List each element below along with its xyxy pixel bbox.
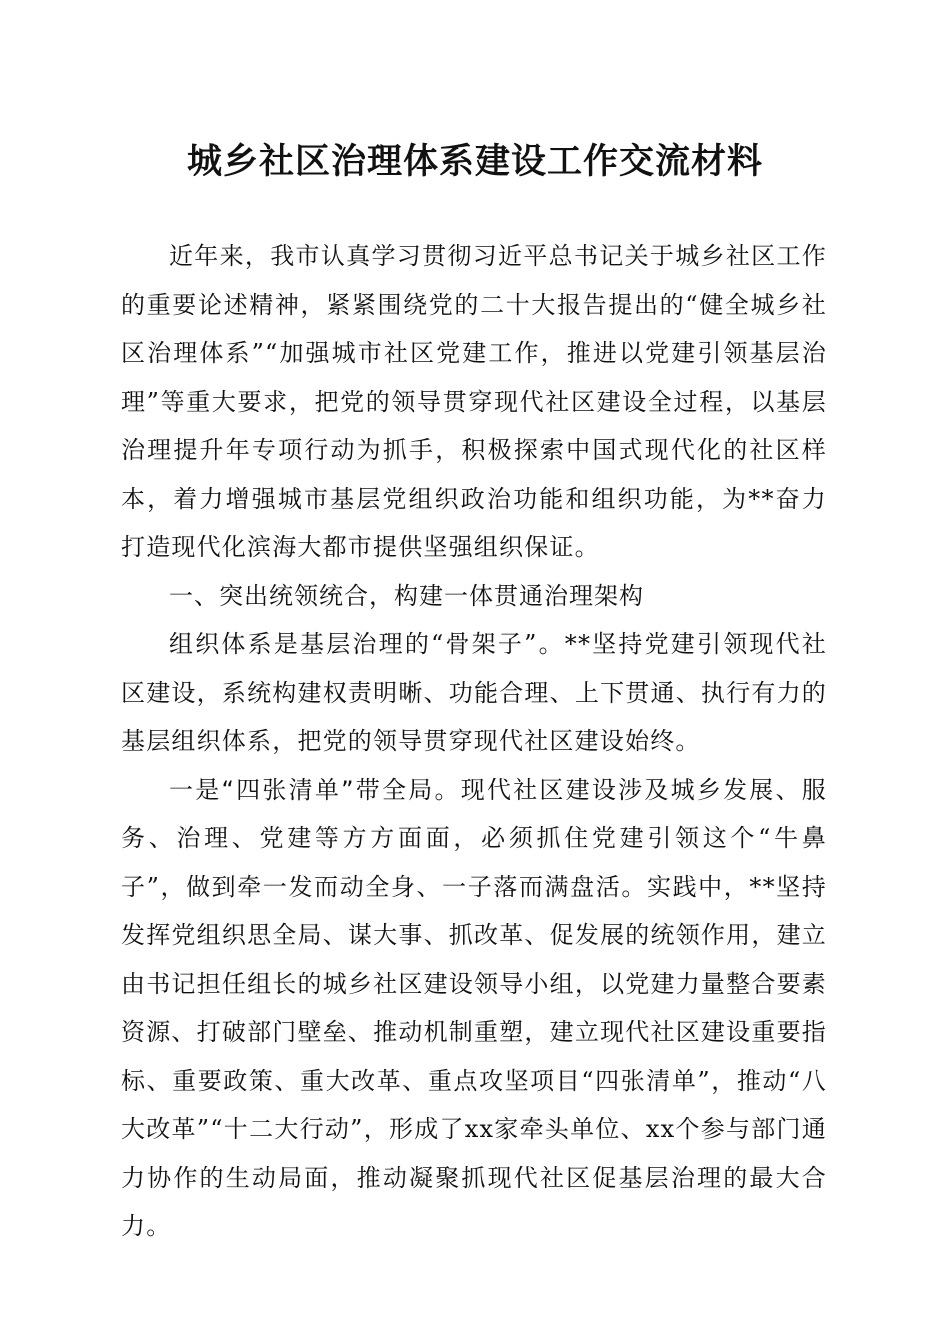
- document-body: [121, 232, 827, 1251]
- point-lead-text: 一是“四张清单”带全局。: [169, 775, 461, 804]
- point-paragraph: [121, 766, 827, 1251]
- section-heading: 一、突出统领统合，构建一体贯通治理架构: [169, 581, 644, 610]
- point-body-text: 现代社区建设涉及城乡发展、服务、治理、党建等方方面面，必须抓住党建引领这个“牛鼻子”，做到牵一发而动全身、一子落而满盘活。实践中，**坚持发挥党组织思全局、谋大事、抓改革、促发展的统领作用，建立由书记担任组长的城乡社区建设领导小组，以党建力量整合要素资源、打破部门壁垒、推动机制重塑，建立现代社区建设重要指标、重要政策、重大改革、重点攻坚项目“四张清单”，推动“八大改革”“十二大行动”，形成了xx家牵头单位、xx个参与部门通力协作的生动局面，推动凝聚抓现代社区促基层治理的最大合力。: [121, 775, 827, 1240]
- document-title: 城乡社区治理体系建设工作交流材料: [186, 141, 763, 182]
- intro-paragraph: 近年来，我市认真学习贯彻习近平总书记关于城乡社区工作的重要论述精神，紧紧围绕党的二十大报告提出的“健全城乡社区治理体系”“加强城市社区党建工作，推进以党建引领基层治理”等重大要求，把党的领导贯穿现代社区建设全过程，以基层治理提升年专项行动为抓手，积极探索中国式现代化的社区样本，着力增强城市基层党组织政治功能和组织功能，为**奋力打造现代化滨海大都市提供坚强组织保证。: [121, 242, 827, 561]
- section-summary-paragraph: 组织体系是基层治理的“骨架子”。**坚持党建引领现代社区建设，系统构建权责明晰、功能合理、上下贯通、执行有力的基层组织体系，把党的领导贯穿现代社区建设始终。: [121, 630, 827, 755]
